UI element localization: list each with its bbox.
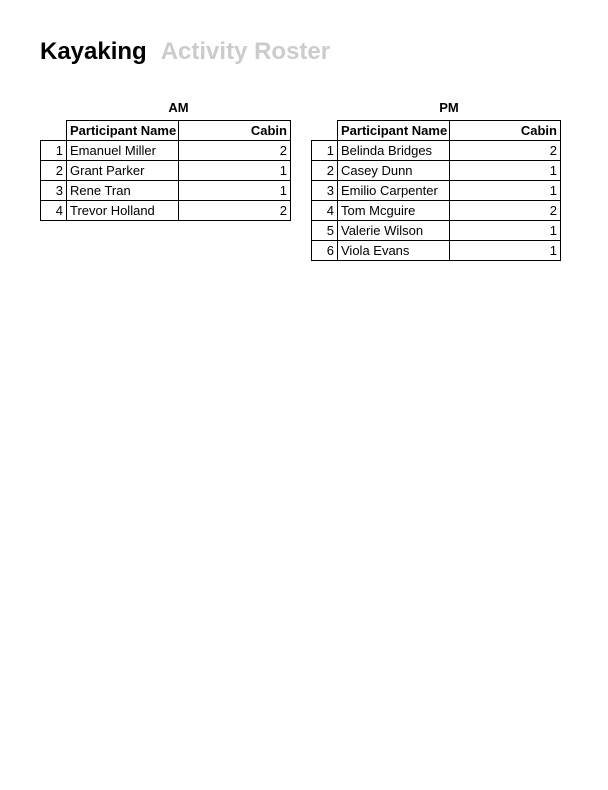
cabin-number: 2 xyxy=(450,201,561,221)
cabin-number: 1 xyxy=(450,241,561,261)
participant-name: Emanuel Miller xyxy=(67,141,179,161)
header-row xyxy=(41,121,291,141)
session-title: AM xyxy=(168,100,189,115)
participant-name-header: Participant Name xyxy=(67,121,179,141)
cabin-number: 2 xyxy=(179,201,291,221)
table-row xyxy=(312,181,561,201)
header-row xyxy=(312,121,561,141)
cabin-header: Cabin xyxy=(179,121,291,141)
roster-subtitle: Activity Roster xyxy=(160,38,331,65)
table-row xyxy=(312,161,561,181)
pm-session xyxy=(311,100,561,261)
row-number: 3 xyxy=(41,181,67,201)
row-number-header xyxy=(41,121,67,141)
participant-name: Emilio Carpenter xyxy=(338,181,450,201)
participant-name: Belinda Bridges xyxy=(338,141,450,161)
participant-name: Viola Evans xyxy=(338,241,450,261)
row-number: 1 xyxy=(41,141,67,161)
session-title: PM xyxy=(439,100,459,115)
cabin-number: 1 xyxy=(179,181,291,201)
table-row xyxy=(41,161,291,181)
participant-name: Grant Parker xyxy=(67,161,179,181)
table-row xyxy=(41,141,291,161)
row-number: 5 xyxy=(312,221,338,241)
row-number: 2 xyxy=(41,161,67,181)
cabin-number: 1 xyxy=(450,161,561,181)
cabin-number: 1 xyxy=(179,161,291,181)
table-row xyxy=(312,141,561,161)
row-number: 6 xyxy=(312,241,338,261)
participant-name-header: Participant Name xyxy=(338,121,450,141)
cabin-number: 2 xyxy=(450,141,561,161)
am-session xyxy=(40,100,291,221)
participant-name: Rene Tran xyxy=(67,181,179,201)
row-number: 4 xyxy=(41,201,67,221)
participant-name: Casey Dunn xyxy=(338,161,450,181)
cabin-number: 1 xyxy=(450,221,561,241)
page-header xyxy=(40,38,330,66)
cabin-header: Cabin xyxy=(450,121,561,141)
table-row xyxy=(41,201,291,221)
am-roster-table xyxy=(40,120,291,221)
row-number: 2 xyxy=(312,161,338,181)
table-row xyxy=(312,221,561,241)
cabin-number: 2 xyxy=(179,141,291,161)
activity-title: Kayaking xyxy=(40,38,147,65)
row-number: 4 xyxy=(312,201,338,221)
row-number: 3 xyxy=(312,181,338,201)
row-number: 1 xyxy=(312,141,338,161)
table-row xyxy=(41,181,291,201)
cabin-number: 1 xyxy=(450,181,561,201)
participant-name: Trevor Holland xyxy=(67,201,179,221)
table-row xyxy=(312,241,561,261)
pm-roster-table xyxy=(311,120,561,261)
participant-name: Tom Mcguire xyxy=(338,201,450,221)
participant-name: Valerie Wilson xyxy=(338,221,450,241)
row-number-header xyxy=(312,121,338,141)
table-row xyxy=(312,201,561,221)
